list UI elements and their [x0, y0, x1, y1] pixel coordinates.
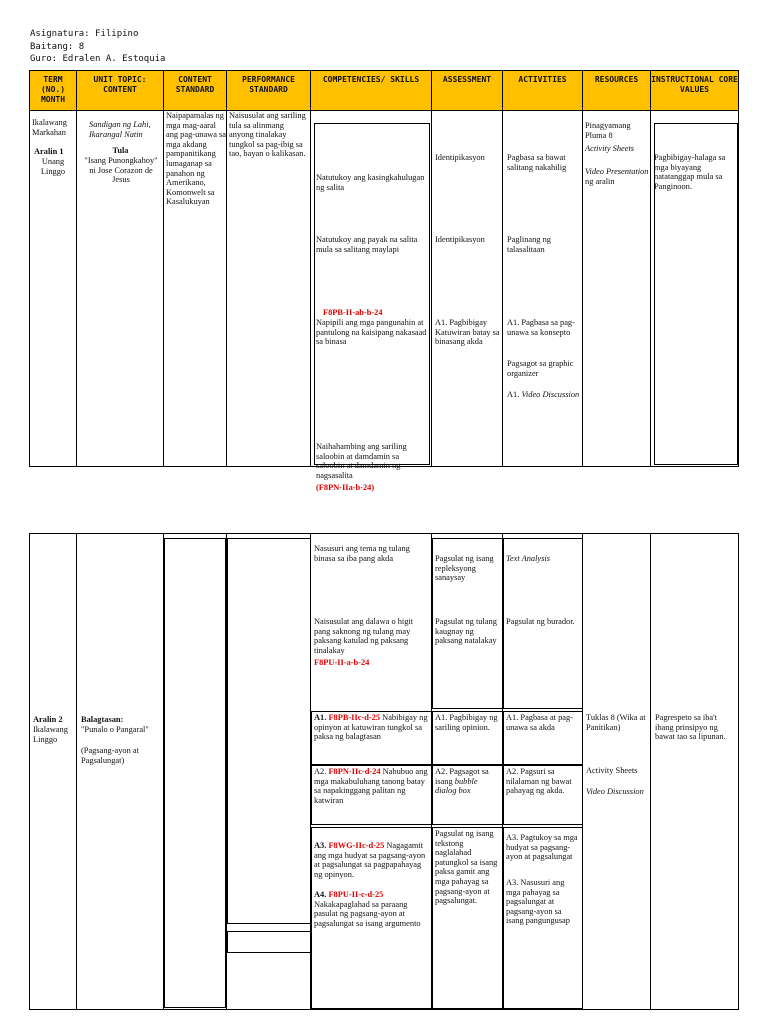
activity-2: Paglinang ng talasalitaan: [507, 235, 551, 254]
core-values-text: Pagbibigay-halaga sa mga biyayang natatanggap mula sa Panginoon.: [654, 153, 726, 191]
curriculum-table-2: [29, 533, 739, 1010]
col-header-competencies: COMPETENCIES/ SKILLS: [311, 71, 432, 111]
skill-a3: A3. F8WG-IIc-d-25 Nagagamit ang mga hudyat sa pagsang-ayon at pagsalungat sa pagpapahayag ng opinyon.: [314, 841, 426, 879]
aralin-1-label: Aralin 1: [34, 147, 64, 156]
assessment-2b: Pagsulat ng tulang kaugnay ng paksang natalakay: [435, 617, 497, 646]
core-values-cell-2: [651, 534, 739, 1010]
activity-5: A1. Video Discussion: [507, 390, 580, 399]
col-header-resources: RESOURCES: [583, 71, 651, 111]
skill-a1: A1. F8PB-IIc-d-25 Nabibigay ng opinyon at katuwiran tungkol sa paksa ng balagtasan: [314, 713, 428, 742]
topic-title: Sandigan ng Lahi, Ikarangal Natin: [89, 120, 151, 139]
assessment-1: Identipikasyon: [435, 153, 485, 162]
competency-4-code: (F8PN-IIa-b-24): [316, 483, 375, 492]
resource-2-2: Activity Sheets: [586, 766, 638, 775]
activity-3: A1. Pagbasa sa pag-unawa sa konsepto: [507, 318, 575, 337]
col-header-core-values: INSTRUCTIONAL CORE VALUES: [651, 71, 739, 111]
resource-2-1: Tuklas 8 (Wika at Panitikan): [586, 713, 646, 732]
col-header-term: TERM (NO.) MONTH: [30, 71, 77, 111]
core-values-2-text: Pagrespeto sa iba't ibang prinsipyo ng bawat tao sa lipunan.: [655, 713, 726, 742]
skill-a4: A4. F8PU-II-c-d-25 Nakakapaglahad sa paraang pasulat ng pagsang-ayon at pagsalungat sa isang argumento: [314, 890, 421, 928]
aralin-2-week: Ikalawang Linggo: [33, 725, 68, 744]
col-header-content-standard: CONTENT STANDARD: [164, 71, 227, 111]
content-standard-text: Naipapamalas ng mga mag-aaral ang pag-unawa sa mga akdang pampanitikang lumaganap sa panahon ng Amerikano, Komonwelt sa Kasalukuyan: [166, 111, 226, 207]
term-cell: [30, 111, 77, 467]
topic-type: Tula: [112, 146, 129, 155]
competency-4: Naihahambing ang sariling saloobin at damdamin sa saloobin at damdamin ng nagsasalita: [316, 442, 407, 480]
col-header-performance-standard: PERFORMANCE STANDARD: [227, 71, 311, 111]
activity-4: Pagsagot sa graphic organizer: [507, 359, 574, 378]
resource-1: Pinagyamang Pluma 8: [585, 121, 631, 140]
topic-work: "Isang Punongkahoy" ni Jose Corazon de Jesus: [84, 156, 158, 185]
topic-2-label: Balagtasan:: [81, 715, 124, 724]
col-header-assessment: ASSESSMENT: [432, 71, 503, 111]
col-header-topic: UNIT TOPIC: CONTENT: [77, 71, 164, 111]
assessment-cell: [432, 111, 503, 467]
competencies-cell-2: [311, 534, 432, 1010]
activities-cell-2: [503, 534, 583, 1010]
activity-1: Pagbasa sa bawat salitang nakahilig: [507, 153, 567, 172]
content-standard-cell: [164, 111, 227, 467]
activity-a3b: A3. Nasusuri ang mga pahayag sa pagsalungat at pagsang-ayon sa isang pangungusap: [506, 878, 570, 926]
assessment-a1: A1. Pagbibigay ng sariling opinion.: [435, 713, 498, 732]
resource-2: Activity Sheets: [585, 144, 635, 153]
activity-a1: A1. Pagbasa at pag-unawa sa akda: [506, 713, 573, 732]
performance-standard-cell-2: [227, 534, 311, 1010]
competency-2a: Nasusuri ang tema ng tulang binasa sa iba pang akda: [314, 544, 410, 563]
topic-cell: [77, 111, 164, 467]
col-header-activities: ACTIVITIES: [503, 71, 583, 111]
assessment-cell-2: [432, 534, 503, 1010]
term-cell-2: [30, 534, 77, 1010]
aralin-2-label: Aralin 2: [33, 715, 63, 724]
resources-cell: [583, 111, 651, 467]
competency-2: Natutukoy ang payak na salita mula sa salitang maylapi: [316, 235, 418, 254]
topic-2-sub: (Pagsang-ayon at Pagsalungat): [81, 746, 139, 765]
competency-3-code: F8PB-II-ab-b-24: [323, 308, 383, 317]
competencies-cell: [311, 111, 432, 492]
assessment-a3: Pagsulat ng isang tekstong naglalahad patungkol sa isang paksa gamit ang mga pahayag sa pagsang-ayon at pagsalungat.: [435, 829, 498, 906]
content-standard-inner-box: [164, 538, 226, 1008]
performance-standard-text: Naisusulat ang sariling tula sa alinmang anyong tinalakay tungkol sa pag-ibig sa tao, bayan o kalikasan.: [229, 111, 306, 159]
resource-2-3: Video Discussion: [586, 787, 644, 796]
activity-2b: Pagsulat ng burador.: [506, 617, 575, 626]
aralin-1-week: Unang Linggo: [40, 157, 66, 176]
header-guro: Guro: Edralen A. Estoquia: [30, 54, 166, 64]
content-standard-cell-2: [164, 534, 227, 1010]
core-values-cell: [651, 111, 739, 467]
skill-a2: A2. F8PN-IIc-d-24 Nabubuo ang mga makabuluhang tanong batay sa napakinggang palitan ng katwiran: [314, 767, 428, 805]
activity-a3: A3. Pagtukoy sa mga hudyat sa pagsang-ayon at pagsalungat: [506, 833, 578, 862]
activity-a2: A2. Pagsuri sa nilalaman ng bawat pahayag ng akda.: [506, 767, 572, 796]
competency-3: Napipili ang mga pangunahin at pantulong na kaisipang nakasaad sa binasa: [316, 318, 427, 347]
topic-2-title: "Punalo o Pangaral": [81, 725, 149, 734]
assessment-a2: A2. Pagsagot sa isang bubble dialog box: [435, 767, 489, 796]
header-asignatura: Asignatura: Filipino: [30, 29, 139, 39]
resource-3: Video Presentation ng aralin: [585, 167, 649, 186]
activity-2a: Text Analysis: [506, 554, 550, 563]
header-baitang: Baitang: 8: [30, 42, 85, 52]
performance-standard-cell: [227, 111, 311, 467]
competency-2b: Naisusulat ang dalawa o higit pang saknong ng tulang may paksang katulad ng paksang tinalakay: [314, 617, 414, 655]
activities-cell: [503, 111, 583, 467]
curriculum-table-1: [29, 70, 739, 492]
performance-small-box: [227, 931, 311, 953]
competency-1: Natutukoy ang kasingkahulugan ng salita: [316, 173, 425, 192]
assessment-2: Identipikasyon: [435, 235, 485, 244]
resources-cell-2: [583, 534, 651, 1010]
assessment-2a: Pagsulat ng isang repleksyong sanaysay: [435, 554, 494, 583]
assessment-3: A1. Pagbibigay Katuwiran batay sa binasang akda: [435, 318, 500, 347]
performance-inner-box: [227, 538, 311, 924]
topic-cell-2: [77, 534, 164, 1010]
term-text: Ikalawang Markahan: [32, 118, 67, 137]
competency-2b-code: F8PU-II-a-b-24: [314, 658, 370, 667]
